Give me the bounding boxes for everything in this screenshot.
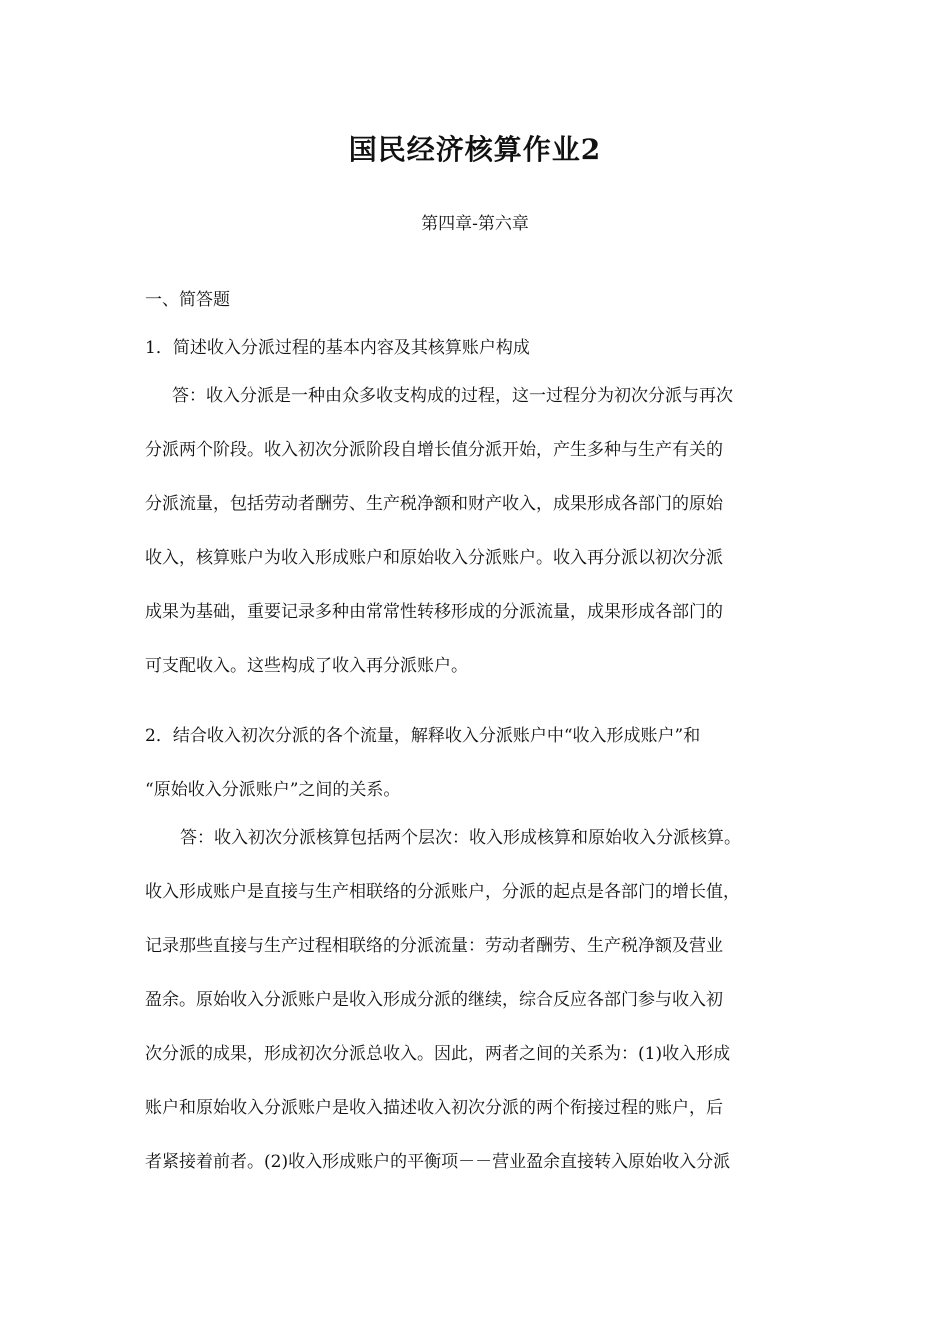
answer-1-line: 收入，核算账户为收入形成账户和原始收入分派账户。收入再分派以初次分派 — [145, 548, 723, 568]
answer-2-line: 者紧接着前者。(2)收入形成账户的平衡项－－营业盈余直接转入原始收入分派 — [145, 1152, 731, 1172]
section-heading: 一、简答题 — [145, 290, 230, 310]
answer-2-line: 账户和原始收入分派账户是收入描述收入初次分派的两个衔接过程的账户，后 — [145, 1098, 723, 1118]
question-2-line: 2．结合收入初次分派的各个流量，解释收入分派账户中“收入形成账户”和 — [145, 726, 701, 746]
document-title: 国民经济核算作业2 — [348, 133, 602, 166]
answer-2-line: 记录那些直接与生产过程相联络的分派流量：劳动者酬劳、生产税净额及营业 — [145, 936, 723, 956]
answer-1-line: 分派流量，包括劳动者酬劳、生产税净额和财产收入，成果形成各部门的原始 — [145, 494, 723, 514]
question-2-line: “原始收入分派账户”之间的关系。 — [145, 780, 401, 800]
answer-1-line: 答：收入分派是一种由众多收支构成的过程，这一过程分为初次分派与再次 — [172, 386, 733, 406]
answer-2-line: 收入形成账户是直接与生产相联络的分派账户，分派的起点是各部门的增长值， — [145, 882, 740, 902]
answer-1-line: 可支配收入。这些构成了收入再分派账户。 — [145, 656, 468, 676]
question-1: 1．简述收入分派过程的基本内容及其核算账户构成 — [145, 338, 530, 358]
answer-2-line: 答：收入初次分派核算包括两个层次：收入形成核算和原始收入分派核算。 — [180, 828, 741, 848]
answer-1-line: 成果为基础，重要记录多种由常常性转移形成的分派流量，成果形成各部门的 — [145, 602, 723, 622]
document-subtitle: 第四章-第六章 — [421, 214, 529, 234]
answer-2-line: 次分派的成果，形成初次分派总收入。因此，两者之间的关系为：(1)收入形成 — [145, 1044, 731, 1064]
answer-1-line: 分派两个阶段。收入初次分派阶段自增长值分派开始，产生多种与生产有关的 — [145, 440, 723, 460]
answer-2-line: 盈余。原始收入分派账户是收入形成分派的继续，综合反应各部门参与收入初 — [145, 990, 723, 1010]
